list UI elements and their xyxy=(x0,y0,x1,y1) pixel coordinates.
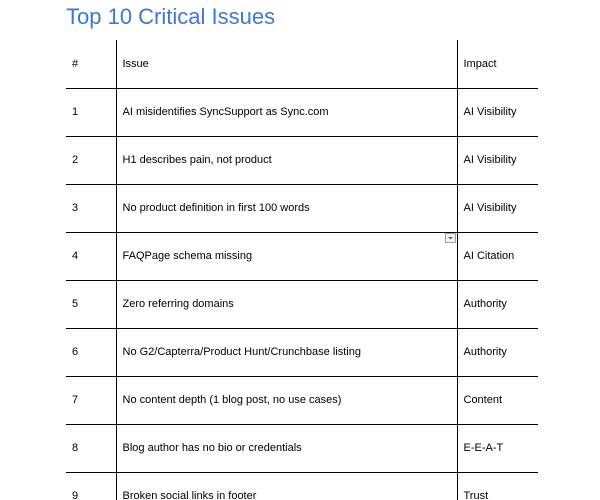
cell-issue[interactable]: AI misidentifies SyncSupport as Sync.com xyxy=(116,88,457,136)
dropdown-arrow-icon[interactable] xyxy=(445,233,456,243)
table-header-row xyxy=(66,40,538,88)
cell-number[interactable]: 3 xyxy=(66,184,116,232)
cell-number[interactable]: 6 xyxy=(66,328,116,376)
cell-impact[interactable]: AI Visibility xyxy=(457,184,538,232)
table-row xyxy=(66,424,538,472)
column-header-issue[interactable]: Issue xyxy=(116,40,457,88)
cell-issue[interactable]: FAQPage schema missing xyxy=(116,232,457,280)
chevron-down-icon xyxy=(446,234,455,242)
cell-number[interactable]: 7 xyxy=(66,376,116,424)
document-title: Top 10 Critical Issues xyxy=(66,4,276,29)
cell-issue[interactable]: No content depth (1 blog post, no use cases) xyxy=(116,376,457,424)
cell-number[interactable]: 5 xyxy=(66,280,116,328)
table-row xyxy=(66,472,538,500)
cell-number[interactable]: 2 xyxy=(66,136,116,184)
cell-number[interactable]: 4 xyxy=(66,232,116,280)
cell-number[interactable]: 8 xyxy=(66,424,116,472)
table-row xyxy=(66,184,538,232)
cell-number[interactable]: 9 xyxy=(66,472,116,500)
critical-issues-table xyxy=(66,40,538,500)
cell-impact[interactable]: Authority xyxy=(457,280,538,328)
cell-issue[interactable]: H1 describes pain, not product xyxy=(116,136,457,184)
cell-issue[interactable]: Zero referring domains xyxy=(116,280,457,328)
cell-impact[interactable]: AI Visibility xyxy=(457,88,538,136)
cell-impact[interactable]: AI Visibility xyxy=(457,136,538,184)
table-row xyxy=(66,88,538,136)
cell-impact[interactable]: Content xyxy=(457,376,538,424)
column-header-impact[interactable]: Impact xyxy=(457,40,538,88)
table-row xyxy=(66,136,538,184)
table-row xyxy=(66,280,538,328)
cell-issue[interactable]: Blog author has no bio or credentials xyxy=(116,424,457,472)
cell-impact[interactable]: E-E-A-T xyxy=(457,424,538,472)
cell-impact[interactable]: Authority xyxy=(457,328,538,376)
cell-issue[interactable]: Broken social links in footer xyxy=(116,472,457,500)
cell-issue[interactable]: No product definition in first 100 words xyxy=(116,184,457,232)
cell-impact[interactable]: AI Citation xyxy=(457,232,538,280)
cell-impact[interactable]: Trust xyxy=(463,490,489,500)
table-row xyxy=(66,328,538,376)
cell-issue[interactable]: No G2/Capterra/Product Hunt/Crunchbase listing xyxy=(116,328,457,376)
column-header-number[interactable]: # xyxy=(66,40,116,88)
table-row xyxy=(66,376,538,424)
table-row xyxy=(66,232,538,280)
cell-number[interactable]: 1 xyxy=(66,88,116,136)
